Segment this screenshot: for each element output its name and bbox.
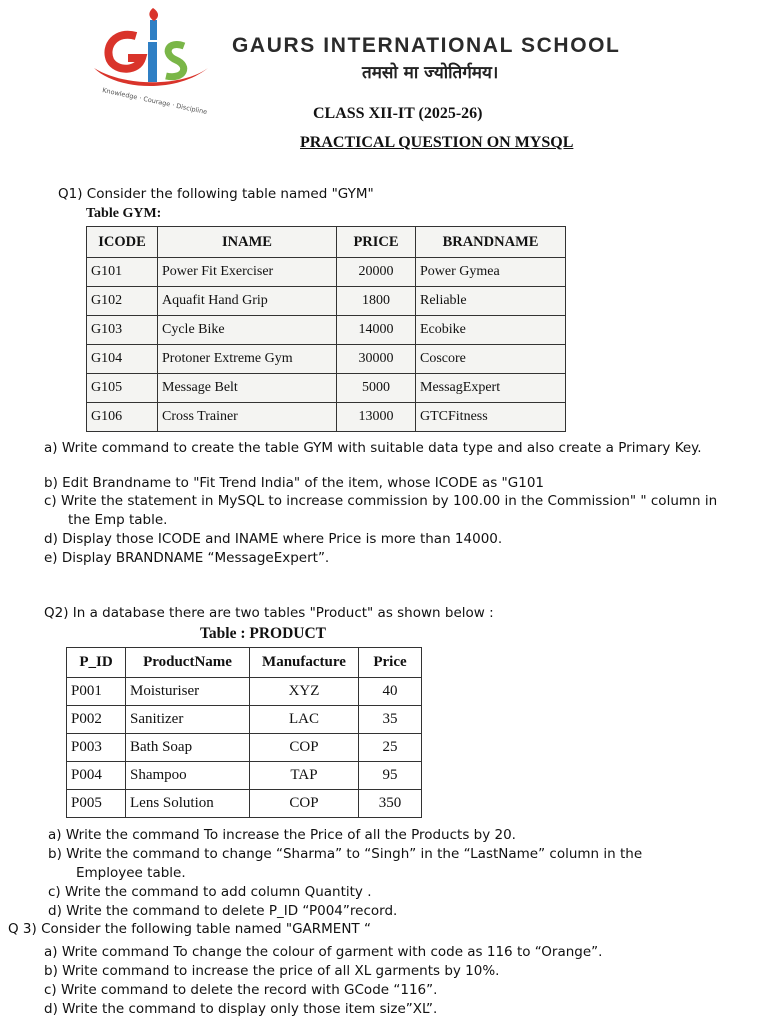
table-cell: G101 [87,258,158,287]
class-title: CLASS XII-IT (2025-26) [313,105,483,122]
table-cell: Cross Trainer [158,403,337,432]
logo-letter-g [108,35,142,69]
column-header: Price [359,648,422,678]
table-cell: G106 [87,403,158,432]
table-cell: 350 [359,790,422,818]
table-cell: 14000 [337,316,416,345]
table-cell: MessagExpert [416,374,566,403]
q1-part-c: c) Write the statement in MySQL to increase commission by 100.00 in the Commission" " column in [44,493,718,509]
table-cell: P005 [67,790,126,818]
table-cell: P001 [67,678,126,706]
q2-part-c: c) Write the command to add column Quantity . [48,884,372,900]
table-cell: Power Fit Exerciser [158,258,337,287]
table-cell: G105 [87,374,158,403]
q2-part-d: d) Write the command to delete P_ID “P004”record. [48,903,398,919]
table-cell: TAP [250,762,359,790]
q1-part-d: d) Display those ICODE and INAME where Price is more than 14000. [44,531,503,547]
logo-torch [150,20,157,40]
table-row [67,678,422,706]
table-cell: LAC [250,706,359,734]
table-cell: 20000 [337,258,416,287]
table-row [87,374,566,403]
table-cell: 5000 [337,374,416,403]
q1-part-c-cont: the Emp table. [68,512,168,528]
practical-title: PRACTICAL QUESTION ON MYSQL [300,134,574,151]
table-cell: Cycle Bike [158,316,337,345]
table-cell: Coscore [416,345,566,374]
table-cell: 30000 [337,345,416,374]
table-cell: 40 [359,678,422,706]
table-cell: Ecobike [416,316,566,345]
column-header: INAME [158,227,337,258]
table-row [67,762,422,790]
school-logo [86,6,214,117]
table-cell: G103 [87,316,158,345]
q1-part-e: e) Display BRANDNAME “MessageExpert”. [44,550,330,566]
table-cell: 35 [359,706,422,734]
q2-part-b: b) Write the command to change “Sharma” to “Singh” in the “LastName” column in the [48,846,643,862]
product-table [66,647,422,818]
table-cell: Sanitizer [126,706,250,734]
q1-part-b: b) Edit Brandname to "Fit Trend India" of the item, whose ICODE as "G101 [44,475,544,491]
table-cell: XYZ [250,678,359,706]
table-row [87,316,566,345]
table-cell: COP [250,790,359,818]
table-row [87,287,566,316]
table-cell: COP [250,734,359,762]
q1-table-caption: Table GYM: [86,206,162,221]
column-header: ProductName [126,648,250,678]
table-cell: 13000 [337,403,416,432]
column-header: P_ID [67,648,126,678]
table-cell: Bath Soap [126,734,250,762]
logo-letter-s [166,45,184,77]
q2-part-a: a) Write the command To increase the Price of all the Products by 20. [48,827,516,843]
column-header: BRANDNAME [416,227,566,258]
q2-part-b-cont: Employee table. [76,865,186,881]
school-name: GAURS INTERNATIONAL SCHOOL [232,34,621,57]
table-cell: Lens Solution [126,790,250,818]
table-cell: Power Gymea [416,258,566,287]
logo-flame [149,8,158,21]
table-cell: Shampoo [126,762,250,790]
table-cell: Aquafit Hand Grip [158,287,337,316]
table-cell: G102 [87,287,158,316]
table-cell: 95 [359,762,422,790]
table-cell: Reliable [416,287,566,316]
table-cell: Protoner Extreme Gym [158,345,337,374]
q3-part-b: b) Write command to increase the price of all XL garments by 10%. [44,963,500,979]
q2-table-caption: Table : PRODUCT [200,625,327,642]
table-cell: G104 [87,345,158,374]
table-header-row [87,227,566,258]
q3-intro: Q 3) Consider the following table named "GARMENT “ [8,921,371,937]
column-header: PRICE [337,227,416,258]
gym-table [86,226,566,432]
q1-part-a: a) Write command to create the table GYM with suitable data type and also create a Primary Key. [44,440,702,456]
table-row [87,345,566,374]
table-header-row [67,648,422,678]
table-cell: P002 [67,706,126,734]
q3-part-c: c) Write command to delete the record with GCode “116”. [44,982,438,998]
table-cell: GTCFitness [416,403,566,432]
q2-intro: Q2) In a database there are two tables "Product" as shown below : [44,605,494,621]
logo-tagline: Knowledge · Courage · Discipline [101,86,208,117]
table-cell: 1800 [337,287,416,316]
q3-part-d: d) Write the command to display only those item size”XL”. [44,1001,438,1017]
school-motto: तमसो मा ज्योतिर्गमय। [362,63,499,83]
logo-letter-i [148,42,157,82]
table-row [67,734,422,762]
table-cell: P003 [67,734,126,762]
q1-intro: Q1) Consider the following table named "GYM" [58,186,374,202]
table-row [67,706,422,734]
q3-part-a: a) Write command To change the colour of garment with code as 116 to “Orange”. [44,944,603,960]
table-cell: 25 [359,734,422,762]
table-cell: Message Belt [158,374,337,403]
table-row [87,258,566,287]
table-cell: P004 [67,762,126,790]
table-row [67,790,422,818]
table-row [87,403,566,432]
table-cell: Moisturiser [126,678,250,706]
column-header: Manufacture [250,648,359,678]
column-header: ICODE [87,227,158,258]
